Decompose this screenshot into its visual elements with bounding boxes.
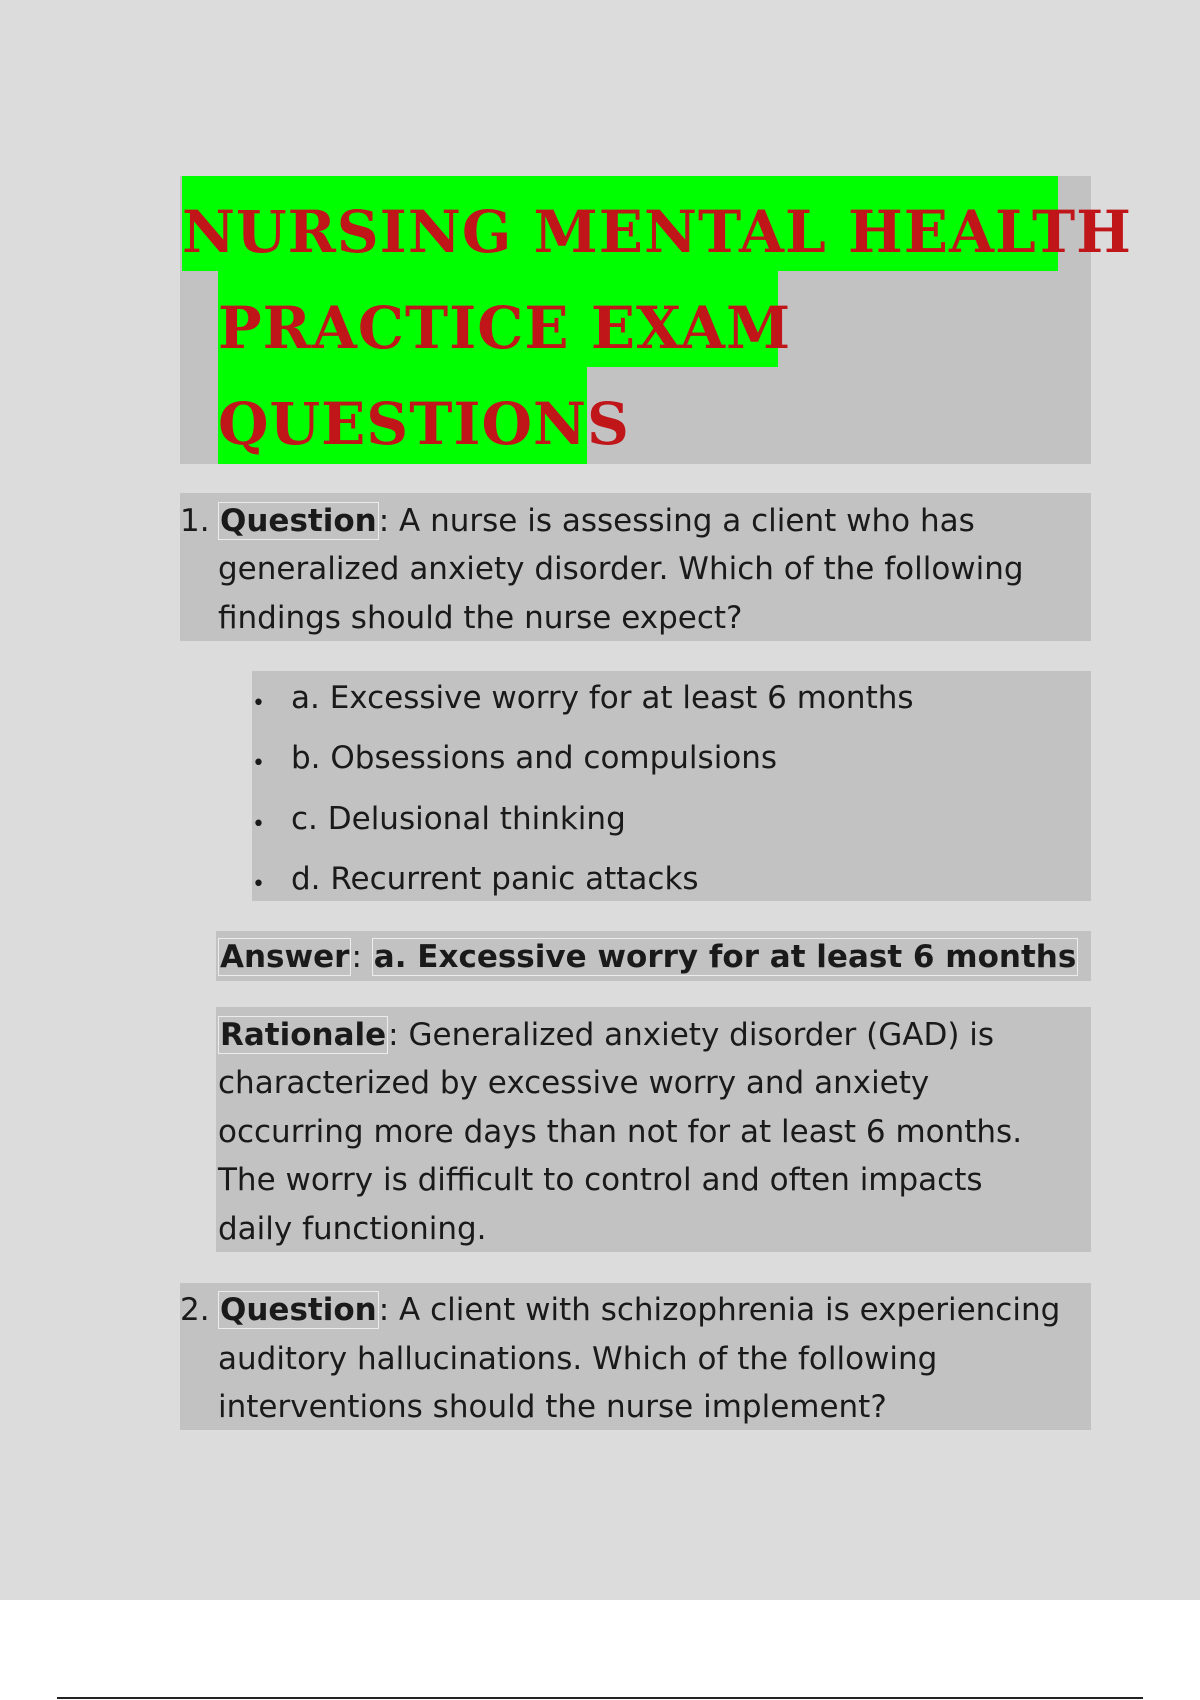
- page-title-line3: QUESTIONS: [218, 390, 630, 458]
- question-2-separator: :: [378, 1292, 390, 1328]
- rationale-text-line-3: occurring more days than not for at least 6 months.: [218, 1114, 1023, 1150]
- question-1-label: Question: [220, 503, 377, 539]
- question-2-text-line-1: A client with schizophrenia is experiencing: [389, 1292, 1061, 1328]
- question-1-separator: :: [378, 503, 390, 539]
- option-c: c. Delusional thinking: [291, 801, 626, 837]
- page-title-line2: PRACTICE EXAM: [218, 294, 792, 362]
- answer-label: Answer: [220, 939, 350, 975]
- option-b-bullet: •: [252, 751, 265, 776]
- option-d-bullet: •: [252, 872, 265, 897]
- rationale-text-line-1: Generalized anxiety disorder (GAD) is: [398, 1017, 995, 1053]
- option-a-bullet: •: [252, 691, 265, 716]
- rationale-text-line-4: The worry is difficult to control and often impacts: [218, 1162, 983, 1198]
- question-2-text-line-3: interventions should the nurse implement?: [218, 1389, 887, 1425]
- answer-separator: :: [351, 939, 362, 975]
- question-2-number: 2.: [180, 1292, 210, 1328]
- page-title-line1: NURSING MENTAL HEALTH: [182, 198, 1132, 266]
- rationale-label: Rationale: [220, 1017, 387, 1053]
- answer-line: [218, 939, 1078, 975]
- option-d: d. Recurrent panic attacks: [291, 861, 699, 897]
- rationale-text-line-5: daily functioning.: [218, 1211, 487, 1247]
- rationale-line-1: [218, 1017, 995, 1053]
- question-1-text-line-2: generalized anxiety disorder. Which of the following: [218, 551, 1024, 587]
- option-c-bullet: •: [252, 812, 265, 837]
- answer-text: a. Excessive worry for at least 6 months: [373, 939, 1077, 975]
- question-1-text-line-3: findings should the nurse expect?: [218, 600, 743, 636]
- question-1-number: 1.: [180, 503, 210, 539]
- option-b: b. Obsessions and compulsions: [291, 740, 778, 776]
- question-1-line-1: [218, 503, 975, 539]
- bottom-divider: [57, 1697, 1143, 1699]
- option-a: a. Excessive worry for at least 6 months: [291, 680, 914, 716]
- question-2-text-line-2: auditory hallucinations. Which of the following: [218, 1341, 938, 1377]
- question-2-label: Question: [220, 1292, 377, 1328]
- question-2-line-1: [218, 1292, 1061, 1328]
- rationale-separator: :: [388, 1017, 399, 1053]
- question-1-text-line-1: A nurse is assessing a client who has: [389, 503, 975, 539]
- rationale-text-line-2: characterized by excessive worry and anxiety: [218, 1065, 930, 1101]
